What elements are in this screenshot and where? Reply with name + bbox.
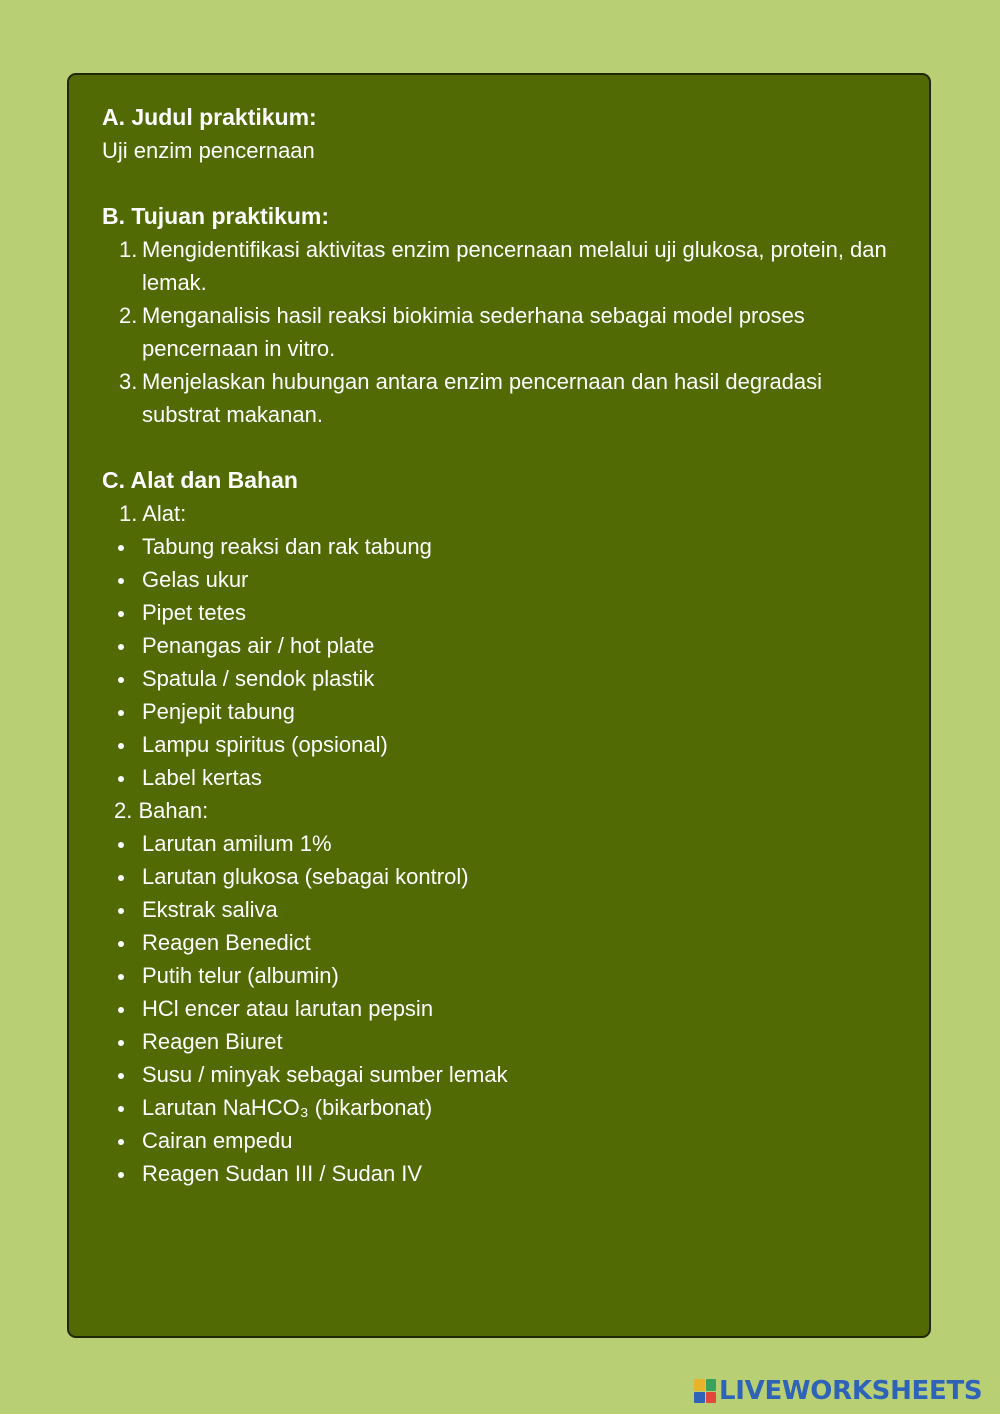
list-item: Lampu spiritus (opsional) — [102, 728, 899, 761]
section-c-heading: C. Alat dan Bahan — [102, 467, 298, 493]
list-item: Cairan empedu — [102, 1124, 899, 1157]
objective-item — [102, 365, 899, 431]
list-item: Reagen Benedict — [102, 926, 899, 959]
liveworksheets-logo-icon — [694, 1379, 716, 1403]
bullet-icon — [118, 875, 124, 881]
bullet-icon — [118, 578, 124, 584]
list-item: Reagen Sudan III / Sudan IV — [102, 1157, 899, 1190]
list-item: Larutan amilum 1% — [102, 827, 899, 860]
list-item: HCl encer atau larutan pepsin — [102, 992, 899, 1025]
objective-text: Mengidentifikasi aktivitas enzim pencernaan melalui uji glukosa, protein, dan lemak. — [142, 237, 887, 295]
bullet-icon — [118, 710, 124, 716]
bullet-icon — [118, 545, 124, 551]
list-item: Reagen Biuret — [102, 1025, 899, 1058]
bahan-list — [102, 827, 899, 1190]
bullet-icon — [118, 1139, 124, 1145]
list-item: Tabung reaksi dan rak tabung — [102, 530, 899, 563]
logo-square — [706, 1379, 717, 1391]
liveworksheets-logo[interactable] — [694, 1376, 982, 1406]
bullet-icon — [118, 1040, 124, 1046]
bullet-icon — [118, 743, 124, 749]
bullet-icon — [118, 1106, 124, 1112]
alat-label: 1. Alat: — [119, 501, 187, 526]
list-item: Spatula / sendok plastik — [102, 662, 899, 695]
list-item: Ekstrak saliva — [102, 893, 899, 926]
bullet-icon — [118, 842, 124, 848]
objective-number: 1. — [119, 237, 138, 262]
objective-item — [102, 233, 899, 299]
bullet-icon — [118, 908, 124, 914]
logo-square — [706, 1392, 717, 1404]
logo-square — [694, 1392, 705, 1404]
bullet-icon — [118, 644, 124, 650]
alat-list — [102, 530, 899, 794]
bullet-icon — [118, 1172, 124, 1178]
bullet-icon — [118, 1007, 124, 1013]
bullet-icon — [118, 611, 124, 617]
bahan-label: 2. Bahan: — [114, 798, 209, 823]
objective-text: Menjelaskan hubungan antara enzim pencernaan dan hasil degradasi substrat makanan. — [142, 369, 823, 427]
list-item: Larutan NaHCO₃ (bikarbonat) — [102, 1091, 899, 1124]
section-b-heading: B. Tujuan praktikum: — [102, 203, 330, 229]
objective-number: 2. — [119, 303, 138, 328]
objective-number: 3. — [119, 369, 138, 394]
logo-text: LIVEWORKSHEETS — [719, 1376, 983, 1406]
section-a-heading: A. Judul praktikum: — [102, 104, 317, 130]
worksheet-card — [67, 73, 931, 1338]
list-item: Larutan glukosa (sebagai kontrol) — [102, 860, 899, 893]
logo-square — [694, 1379, 705, 1391]
list-item: Susu / minyak sebagai sumber lemak — [102, 1058, 899, 1091]
list-item: Gelas ukur — [102, 563, 899, 596]
practicum-title: Uji enzim pencernaan — [102, 138, 315, 163]
list-item: Pipet tetes — [102, 596, 899, 629]
bullet-icon — [118, 677, 124, 683]
list-item: Penjepit tabung — [102, 695, 899, 728]
list-item: Label kertas — [102, 761, 899, 794]
bullet-icon — [118, 776, 124, 782]
list-item: Penangas air / hot plate — [102, 629, 899, 662]
bullet-icon — [118, 941, 124, 947]
objectives-list — [102, 233, 899, 431]
list-item: Putih telur (albumin) — [102, 959, 899, 992]
worksheet-content — [102, 101, 899, 1190]
objective-item — [102, 299, 899, 365]
bullet-icon — [118, 1073, 124, 1079]
objective-text: Menganalisis hasil reaksi biokimia sederhana sebagai model proses pencernaan in vitro. — [142, 303, 805, 361]
bullet-icon — [118, 974, 124, 980]
